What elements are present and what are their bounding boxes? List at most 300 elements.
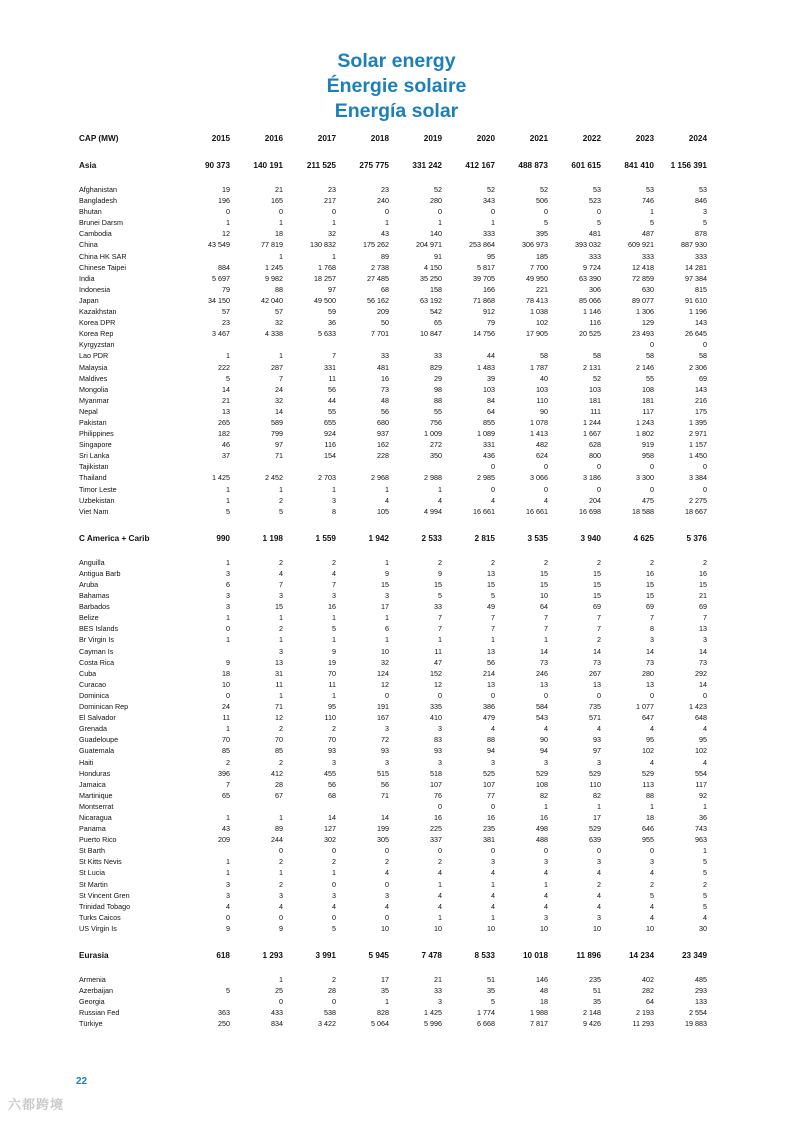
- table-cell: 3: [438, 997, 442, 1007]
- table-cell: 3: [385, 591, 389, 601]
- table-cell: 601 615: [571, 160, 601, 170]
- table-row: [79, 812, 707, 823]
- table-row: [79, 395, 707, 406]
- table-cell: 13: [222, 406, 230, 416]
- table-cell: 3 384: [689, 473, 707, 483]
- spacer-row: [79, 934, 707, 947]
- table-cell: 485: [695, 975, 707, 984]
- table-cell: 32: [381, 657, 389, 667]
- table-cell: 89: [275, 824, 283, 834]
- table-cell: 506: [536, 196, 548, 206]
- table-row: [79, 668, 707, 679]
- table-cell: 9: [226, 657, 230, 667]
- table-cell: 1: [226, 613, 230, 623]
- table-cell: 6: [385, 624, 389, 634]
- table-cell: 32: [275, 318, 283, 328]
- table-cell: 64: [646, 997, 654, 1007]
- table-cell: 3: [279, 646, 283, 656]
- table-cell: 3: [226, 568, 230, 578]
- row-label: Afghanistan: [79, 185, 117, 194]
- table-cell: 1 198: [262, 533, 283, 543]
- table-cell: 1: [491, 218, 495, 228]
- table-cell: 117: [695, 779, 707, 789]
- table-cell: 140 191: [253, 160, 283, 170]
- table-cell: 5 697: [212, 273, 230, 283]
- table-cell: 82: [593, 790, 601, 800]
- table-cell: 240: [377, 196, 389, 206]
- table-cell: 0: [438, 801, 442, 811]
- table-cell: 333: [695, 251, 707, 261]
- table-cell: 333: [589, 251, 601, 261]
- table-cell: 4: [385, 868, 389, 878]
- table-cell: 4: [544, 724, 548, 734]
- table-cell: 624: [536, 451, 548, 461]
- table-cell: 51: [593, 986, 601, 996]
- table-cell: 0: [597, 846, 601, 856]
- table-cell: 2 554: [689, 1008, 707, 1018]
- table-cell: 1: [332, 613, 336, 623]
- table-cell: 14: [699, 646, 707, 656]
- row-label: Bangladesh: [79, 196, 117, 206]
- table-cell: 0: [491, 484, 495, 494]
- table-cell: 0: [332, 912, 336, 922]
- table-cell: 4: [597, 724, 601, 734]
- table-cell: 14 281: [685, 262, 707, 272]
- table-cell: 482: [536, 440, 548, 450]
- table-cell: 15: [434, 580, 442, 589]
- table-cell: 15: [593, 568, 601, 578]
- table-cell: 244: [271, 835, 283, 845]
- table-cell: 52: [540, 185, 548, 194]
- table-cell: 235: [483, 824, 495, 834]
- table-cell: 7: [650, 613, 654, 623]
- table-cell: 1 196: [689, 307, 707, 317]
- table-cell: 10: [646, 923, 654, 933]
- table-cell: 9: [438, 568, 442, 578]
- table-cell: 5 996: [424, 1019, 442, 1029]
- table-cell: 181: [589, 395, 601, 405]
- table-cell: 39 705: [473, 273, 495, 283]
- table-cell: 63 192: [420, 295, 442, 305]
- table-cell: 17: [381, 975, 389, 984]
- table-cell: 4: [544, 868, 548, 878]
- table-cell: 4: [703, 724, 707, 734]
- table-cell: 55: [328, 406, 336, 416]
- table-cell: 85: [275, 746, 283, 756]
- row-label: Brunei Darsm: [79, 218, 123, 228]
- table-cell: 1: [491, 912, 495, 922]
- table-cell: 1 146: [583, 307, 601, 317]
- table-cell: 53: [646, 185, 654, 194]
- table-cell: 1: [385, 635, 389, 645]
- table-cell: 1 413: [530, 429, 548, 439]
- spacer-row: [79, 964, 707, 974]
- table-cell: 410: [430, 713, 442, 723]
- table-cell: 7: [226, 779, 230, 789]
- table-cell: 250: [218, 1019, 230, 1029]
- table-cell: 18: [275, 229, 283, 239]
- table-cell: 95: [487, 251, 495, 261]
- table-cell: 1 306: [636, 307, 654, 317]
- table-cell: 33: [434, 986, 442, 996]
- table-cell: 32: [328, 229, 336, 239]
- table-cell: 35 250: [420, 273, 442, 283]
- table-row: [79, 757, 707, 768]
- table-cell: 154: [324, 451, 336, 461]
- row-label: C America + Carib: [79, 533, 150, 543]
- table-cell: 5: [703, 218, 707, 228]
- table-cell: 67: [275, 790, 283, 800]
- table-cell: 1: [332, 690, 336, 700]
- table-cell: 4: [438, 495, 442, 505]
- table-cell: 117: [642, 406, 654, 416]
- table-cell: 47: [434, 657, 442, 667]
- table-cell: 90 373: [204, 160, 230, 170]
- table-cell: 1: [279, 484, 283, 494]
- table-row: [79, 317, 707, 328]
- table-cell: 2 452: [265, 473, 283, 483]
- row-label: Panama: [79, 824, 106, 834]
- table-cell: 42 040: [261, 295, 283, 305]
- table-cell: 5: [226, 506, 230, 516]
- table-cell: 1 157: [689, 440, 707, 450]
- table-cell: 1: [438, 635, 442, 645]
- row-label: India: [79, 273, 95, 283]
- table-cell: 116: [589, 318, 601, 328]
- table-cell: 14: [328, 812, 336, 822]
- table-cell: 7 817: [530, 1019, 548, 1029]
- table-cell: 4: [650, 901, 654, 911]
- table-cell: 655: [324, 417, 336, 427]
- table-cell: 0: [438, 690, 442, 700]
- table-cell: [336, 801, 389, 812]
- table-cell: 33: [381, 351, 389, 361]
- row-label: Georgia: [79, 997, 105, 1007]
- table-cell: 1 450: [689, 451, 707, 461]
- table-cell: 15: [540, 580, 548, 589]
- table-cell: 5: [703, 890, 707, 900]
- table-cell: 0: [597, 207, 601, 217]
- table-row: [79, 262, 707, 273]
- table-cell: 56: [381, 406, 389, 416]
- table-cell: 79: [487, 318, 495, 328]
- table-cell: 305: [377, 835, 389, 845]
- table-cell: 10: [381, 923, 389, 933]
- table-cell: 3: [438, 757, 442, 767]
- table-cell: 4: [597, 890, 601, 900]
- table-cell: 937: [377, 429, 389, 439]
- table-cell: 2015: [211, 133, 230, 143]
- table-cell: 333: [642, 251, 654, 261]
- table-cell: 5: [226, 373, 230, 383]
- table-cell: 647: [642, 713, 654, 723]
- table-cell: 27 485: [367, 273, 389, 283]
- table-cell: 14: [275, 406, 283, 416]
- table-cell: 7 478: [421, 950, 442, 960]
- table-row: [79, 428, 707, 439]
- table-cell: 955: [642, 835, 654, 845]
- table-cell: 1: [279, 613, 283, 623]
- table-cell: 90: [540, 406, 548, 416]
- table-cell: 199: [377, 824, 389, 834]
- table-cell: 57: [275, 307, 283, 317]
- table-cell: 1: [226, 635, 230, 645]
- table-cell: 15: [646, 591, 654, 601]
- table-cell: 18: [540, 997, 548, 1007]
- table-row: [79, 712, 707, 723]
- table-cell: 1: [332, 251, 336, 261]
- table-cell: 0: [491, 462, 495, 472]
- table-cell: 618: [216, 950, 230, 960]
- table-cell: [177, 845, 230, 856]
- table-cell: 2: [279, 757, 283, 767]
- table-cell: 1 245: [265, 262, 283, 272]
- table-cell: 70: [328, 668, 336, 678]
- table-cell: 2 193: [636, 1008, 654, 1018]
- table-cell: 0: [650, 846, 654, 856]
- table-cell: 51: [487, 975, 495, 984]
- table-cell: 331: [483, 440, 495, 450]
- table-cell: 196: [218, 196, 230, 206]
- table-cell: 13: [540, 679, 548, 689]
- table-header-row: [79, 130, 707, 147]
- table-cell: 0: [226, 207, 230, 217]
- table-cell: 93: [381, 746, 389, 756]
- table-row: [79, 646, 707, 657]
- table-cell: 4: [703, 757, 707, 767]
- table-cell: 1 774: [477, 1008, 495, 1018]
- table-cell: 3: [491, 757, 495, 767]
- row-label: Philippines: [79, 429, 114, 439]
- table-cell: 4 625: [633, 533, 654, 543]
- table-cell: 680: [377, 417, 389, 427]
- row-label: Viet Nam: [79, 506, 109, 516]
- table-row: [79, 996, 707, 1007]
- title-spanish: Energía solar: [334, 100, 459, 122]
- table-cell: 10: [540, 923, 548, 933]
- table-cell: 529: [642, 768, 654, 778]
- spacer-cell: [79, 147, 707, 157]
- table-cell: 7: [279, 373, 283, 383]
- table-cell: 0: [703, 690, 707, 700]
- table-cell: [177, 461, 230, 472]
- table-cell: 2 533: [421, 533, 442, 543]
- table-cell: 4: [650, 912, 654, 922]
- table-cell: 7: [597, 613, 601, 623]
- page-number: 22: [76, 1076, 88, 1087]
- table-cell: 1 009: [424, 429, 442, 439]
- table-cell: 0: [597, 462, 601, 472]
- table-cell: 0: [279, 207, 283, 217]
- table-cell: 1: [279, 218, 283, 228]
- watermark-logo: 六都跨境: [8, 1097, 65, 1112]
- table-cell: 4: [491, 495, 495, 505]
- table-cell: 2: [438, 857, 442, 867]
- table-cell: 5: [279, 506, 283, 516]
- table-cell: 9: [385, 568, 389, 578]
- table-cell: 7: [544, 613, 548, 623]
- table-cell: 97: [328, 284, 336, 294]
- table-cell: 2: [279, 495, 283, 505]
- table-cell: 3: [332, 757, 336, 767]
- table-cell: 181: [642, 395, 654, 405]
- title-english: Solar energy: [337, 50, 456, 72]
- table-cell: 24: [275, 384, 283, 394]
- row-label: Cambodia: [79, 229, 112, 239]
- table-cell: 16: [434, 812, 442, 822]
- table-cell: 1 156 391: [670, 160, 707, 170]
- table-cell: 3: [385, 890, 389, 900]
- table-cell: 2 985: [477, 473, 495, 483]
- table-cell: 2: [385, 857, 389, 867]
- table-cell: 2018: [370, 133, 389, 143]
- table-cell: 15: [593, 591, 601, 601]
- table-cell: 97: [275, 440, 283, 450]
- table-row: [79, 495, 707, 506]
- table-cell: 111: [590, 406, 601, 416]
- table-cell: 1: [703, 801, 707, 811]
- table-cell: 76: [434, 790, 442, 800]
- table-cell: 4: [650, 868, 654, 878]
- table-cell: 69: [646, 602, 654, 612]
- table-cell: 12: [434, 679, 442, 689]
- table-cell: 162: [377, 440, 389, 450]
- table-row: [79, 634, 707, 645]
- table-cell: 293: [695, 986, 707, 996]
- table-cell: 3: [703, 207, 707, 217]
- table-cell: 85 066: [579, 295, 601, 305]
- table-cell: 1: [438, 484, 442, 494]
- table-cell: 56 162: [367, 295, 389, 305]
- table-row: [79, 985, 707, 996]
- table-cell: 1: [332, 484, 336, 494]
- table-cell: 743: [695, 824, 707, 834]
- table-cell: 253 864: [469, 240, 495, 250]
- table-cell: 7: [332, 580, 336, 589]
- table-cell: 107: [483, 779, 495, 789]
- table-cell: 88: [275, 284, 283, 294]
- table-row: [79, 779, 707, 790]
- table-cell: 12 418: [632, 262, 654, 272]
- table-cell: 287: [271, 362, 283, 372]
- table-cell: 158: [430, 284, 442, 294]
- table-cell: 57: [222, 307, 230, 317]
- table-cell: 0: [385, 912, 389, 922]
- table-cell: 7: [491, 624, 495, 634]
- table-cell: 924: [324, 429, 336, 439]
- row-label: Antigua Barb: [79, 568, 121, 578]
- table-row: [79, 506, 707, 517]
- table-cell: 0: [226, 690, 230, 700]
- table-cell: 275 775: [359, 160, 389, 170]
- table-cell: 2: [279, 724, 283, 734]
- table-cell: 102: [642, 746, 654, 756]
- table-cell: 12: [275, 713, 283, 723]
- table-cell: 5 817: [477, 262, 495, 272]
- table-cell: 3: [226, 591, 230, 601]
- table-cell: 3: [597, 757, 601, 767]
- row-label: Lao PDR: [79, 351, 109, 361]
- table-row: [79, 790, 707, 801]
- table-cell: 10: [540, 591, 548, 601]
- table-cell: 10: [487, 923, 495, 933]
- table-cell: 182: [218, 429, 230, 439]
- table-cell: 3 535: [527, 533, 548, 543]
- table-cell: 222: [218, 362, 230, 372]
- row-label: Malaysia: [79, 362, 108, 372]
- table-cell: 4: [491, 724, 495, 734]
- table-cell: 91: [434, 251, 442, 261]
- table-row: [79, 184, 707, 195]
- table-cell: 272: [430, 440, 442, 450]
- table-cell: 1: [332, 218, 336, 228]
- row-label: Curacao: [79, 679, 107, 689]
- table-cell: 89 077: [632, 295, 654, 305]
- table-row: [79, 439, 707, 450]
- table-cell: 7: [332, 351, 336, 361]
- table-cell: 46: [222, 440, 230, 450]
- table-row: [79, 590, 707, 601]
- table-cell: 5: [650, 890, 654, 900]
- table-cell: 630: [642, 284, 654, 294]
- table-cell: 175: [695, 406, 707, 416]
- table-cell: 68: [328, 790, 336, 800]
- table-cell: 14: [593, 646, 601, 656]
- table-cell: 0: [438, 846, 442, 856]
- row-label: BES Islands: [79, 624, 119, 634]
- table-cell: 17: [381, 602, 389, 612]
- table-cell: 98: [434, 384, 442, 394]
- table-cell: 3: [597, 857, 601, 867]
- table-cell: 17 905: [526, 329, 548, 339]
- table-cell: 855: [483, 417, 495, 427]
- table-cell: 13: [487, 679, 495, 689]
- row-label: Maldives: [79, 373, 108, 383]
- table-cell: 0: [385, 690, 389, 700]
- table-cell: 19: [328, 657, 336, 667]
- row-label: St Kitts Nevis: [79, 857, 122, 867]
- table-cell: 4 994: [424, 506, 442, 516]
- table-cell: 4: [491, 901, 495, 911]
- table-cell: 102: [695, 746, 707, 756]
- table-cell: 0: [491, 207, 495, 217]
- table-cell: 0: [544, 846, 548, 856]
- row-label: Haiti: [79, 757, 94, 767]
- table-cell: 7: [703, 613, 707, 623]
- row-label: Mongolia: [79, 384, 109, 394]
- table-cell: 228: [377, 451, 389, 461]
- spacer-row: [79, 517, 707, 530]
- table-cell: 529: [536, 768, 548, 778]
- table-cell: 1: [226, 857, 230, 867]
- table-cell: 335: [430, 702, 442, 712]
- table-cell: 639: [589, 835, 601, 845]
- row-label: Russian Fed: [79, 1008, 120, 1018]
- table-cell: 8: [332, 506, 336, 516]
- table-cell: 39: [487, 373, 495, 383]
- table-cell: 3: [491, 857, 495, 867]
- row-label: Pakistan: [79, 417, 107, 427]
- table-cell: 1 243: [636, 417, 654, 427]
- table-cell: 0: [491, 801, 495, 811]
- table-cell: 7: [438, 624, 442, 634]
- table-cell: 282: [642, 986, 654, 996]
- table-cell: 11: [222, 713, 230, 723]
- table-cell: 15: [593, 580, 601, 589]
- table-row: [79, 823, 707, 834]
- table-row: [79, 623, 707, 634]
- row-label: Barbados: [79, 602, 110, 612]
